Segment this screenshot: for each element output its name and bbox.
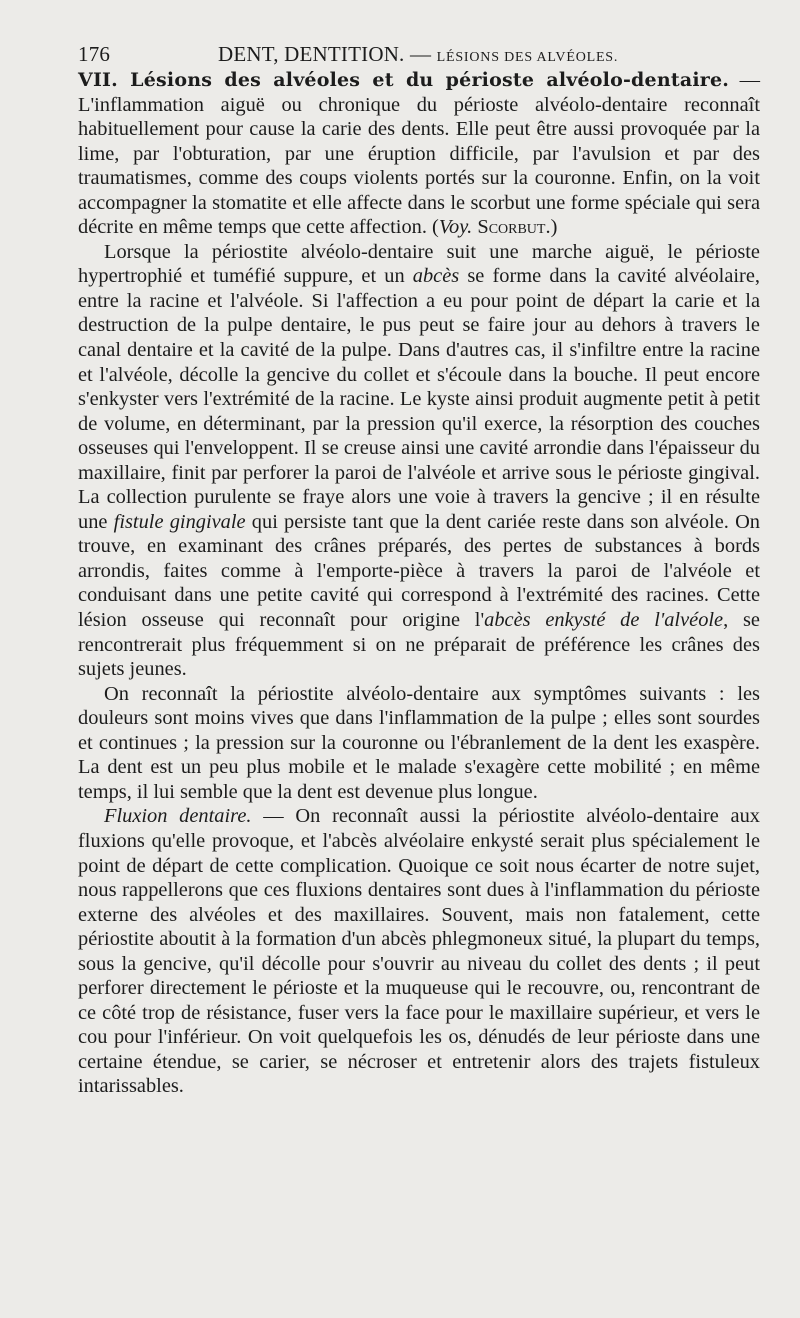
p4-text: — On reconnaît aussi la périostite alvéolo-dentaire aux fluxions qu'elle provoque, et l'abcès alvéolaire enkysté serait plus spécialement le point de départ de cette complication. Quoique ce soit nous écarter de notre sujet, nous rappellerons que ces fluxions dentaires sont dues à l'inflammation du périoste externe des alvéoles et des maxillaires. Souvent, mais non fatalement, cette périostite aboutit à la formation d'un abcès phlegmoneux situé, la plupart du temps, sous la gencive, qu'il décolle pour s'ouvrir au niveau du collet des dents ; il peut perforer directement le périoste et la muqueuse qui le recouvre, ou, rencontrant de ce côté trop de résistance, fuser vers la face pour le maxillaire supérieur, et vers le cou pour l'inférieur. On voit quelquefois les os, dénudés de leur périoste dans une certaine étendue, se carier, se nécroser et entretenir alors des trajets fistuleux intarissables.: [78, 805, 760, 1098]
p2-fistule: fistule gingivale: [113, 510, 246, 533]
p4-lead: Fluxion dentaire.: [104, 805, 252, 828]
p2-abces-enkyste: abcès enkysté de l'alvéole: [484, 609, 724, 632]
paragraph-2: [78, 240, 760, 682]
p1-voy: Voy.: [438, 216, 473, 239]
p2-abces: abcès: [412, 265, 460, 288]
p3-text: On reconnaît la périostite alvéolo-dentaire aux symptômes suivants : les douleurs sont moins vives que dans l'inflammation de la pulpe ; elles sont sourdes et continues ; la pression sur la couronne ou l'ébranlement de la dent les exaspère. La dent est un peu plus mobile et le malade s'exagère cette mobilité ; en même temps, il lui semble que la dent est devenue plus longue.: [78, 682, 760, 803]
running-title-sub: LÉSIONS DES ALVÉOLES.: [436, 50, 619, 65]
p2-text-b: se forme dans la cavité alvéolaire, entre la racine et l'alvéole. Si l'affection a eu pour point de départ la carie et la destruction de la pulpe dentaire, le pus peut se faire jour au dehors à travers le canal dentaire et la cavité de la pulpe. Dans d'autres cas, il s'infiltre entre la racine et l'alvéole, décolle la gencive du collet et s'écoule dans la bouche. Il peut encore s'enkyster vers l'extrémité de la racine. Le kyste ainsi produit augmente petit à petit de volume, en déterminant, par la pression qu'il exerce, la résorption des couches osseuses qui l'enveloppent. Il se creuse ainsi une cavité arrondie dans l'épaisseur du maxillaire, finit par perforer la paroi de l'alvéole et arrive sous le périoste gingival. La collection purulente se fraye alors une voie à travers la gencive ; il en résulte une: [78, 265, 760, 533]
running-head: [78, 38, 760, 68]
paragraph-1: [78, 68, 760, 240]
p1-scorbut: Scorbut: [472, 216, 546, 239]
p2-text-d: , se rencontrerait plus fréquemment si on ne préparait de préférence les crânes des sujets jeunes.: [78, 609, 760, 681]
paragraph-3: [78, 682, 760, 805]
p1-text-b: .): [545, 216, 558, 239]
p2-text-c: qui persiste tant que la dent cariée reste dans son alvéole. On trouve, en examinant des crânes préparés, des pertes de substances à bords arrondis, faites comme à l'emporte-pièce à travers la paroi de l'alvéole et conduisant dans une petite cavité qui correspond à l'extrémité des racines. Cette lésion osseuse qui reconnaît pour origine l': [78, 510, 760, 632]
running-title: [218, 42, 618, 67]
page-number: 176: [78, 42, 111, 66]
paragraph-4: [78, 804, 760, 1099]
p1-text-a: — L'inflammation aiguë ou chronique du périoste alvéolo-dentaire reconnaît habituellement pour cause la carie des dents. Elle peut être aussi provoquée par la lime, par l'obturation, par une éruption difficile, par l'avulsion et par des traumatismes, comme des coups violents portés sur la couronne. Enfin, on la voit accompagner la stomatite et elle affecte dans le scorbut une forme spéciale qui sera décrite en même temps que cette affection. (: [78, 69, 760, 239]
running-title-main: DENT, DENTITION. —: [218, 42, 432, 66]
p2-text-a: Lorsque la périostite alvéolo-dentaire suit une marche aiguë, le périoste hypertrophié et tuméfié suppure, et un: [78, 240, 760, 288]
body-text: [78, 68, 760, 1099]
section-title: VII. Lésions des alvéoles et du périoste alvéolo-dentaire.: [78, 69, 730, 91]
